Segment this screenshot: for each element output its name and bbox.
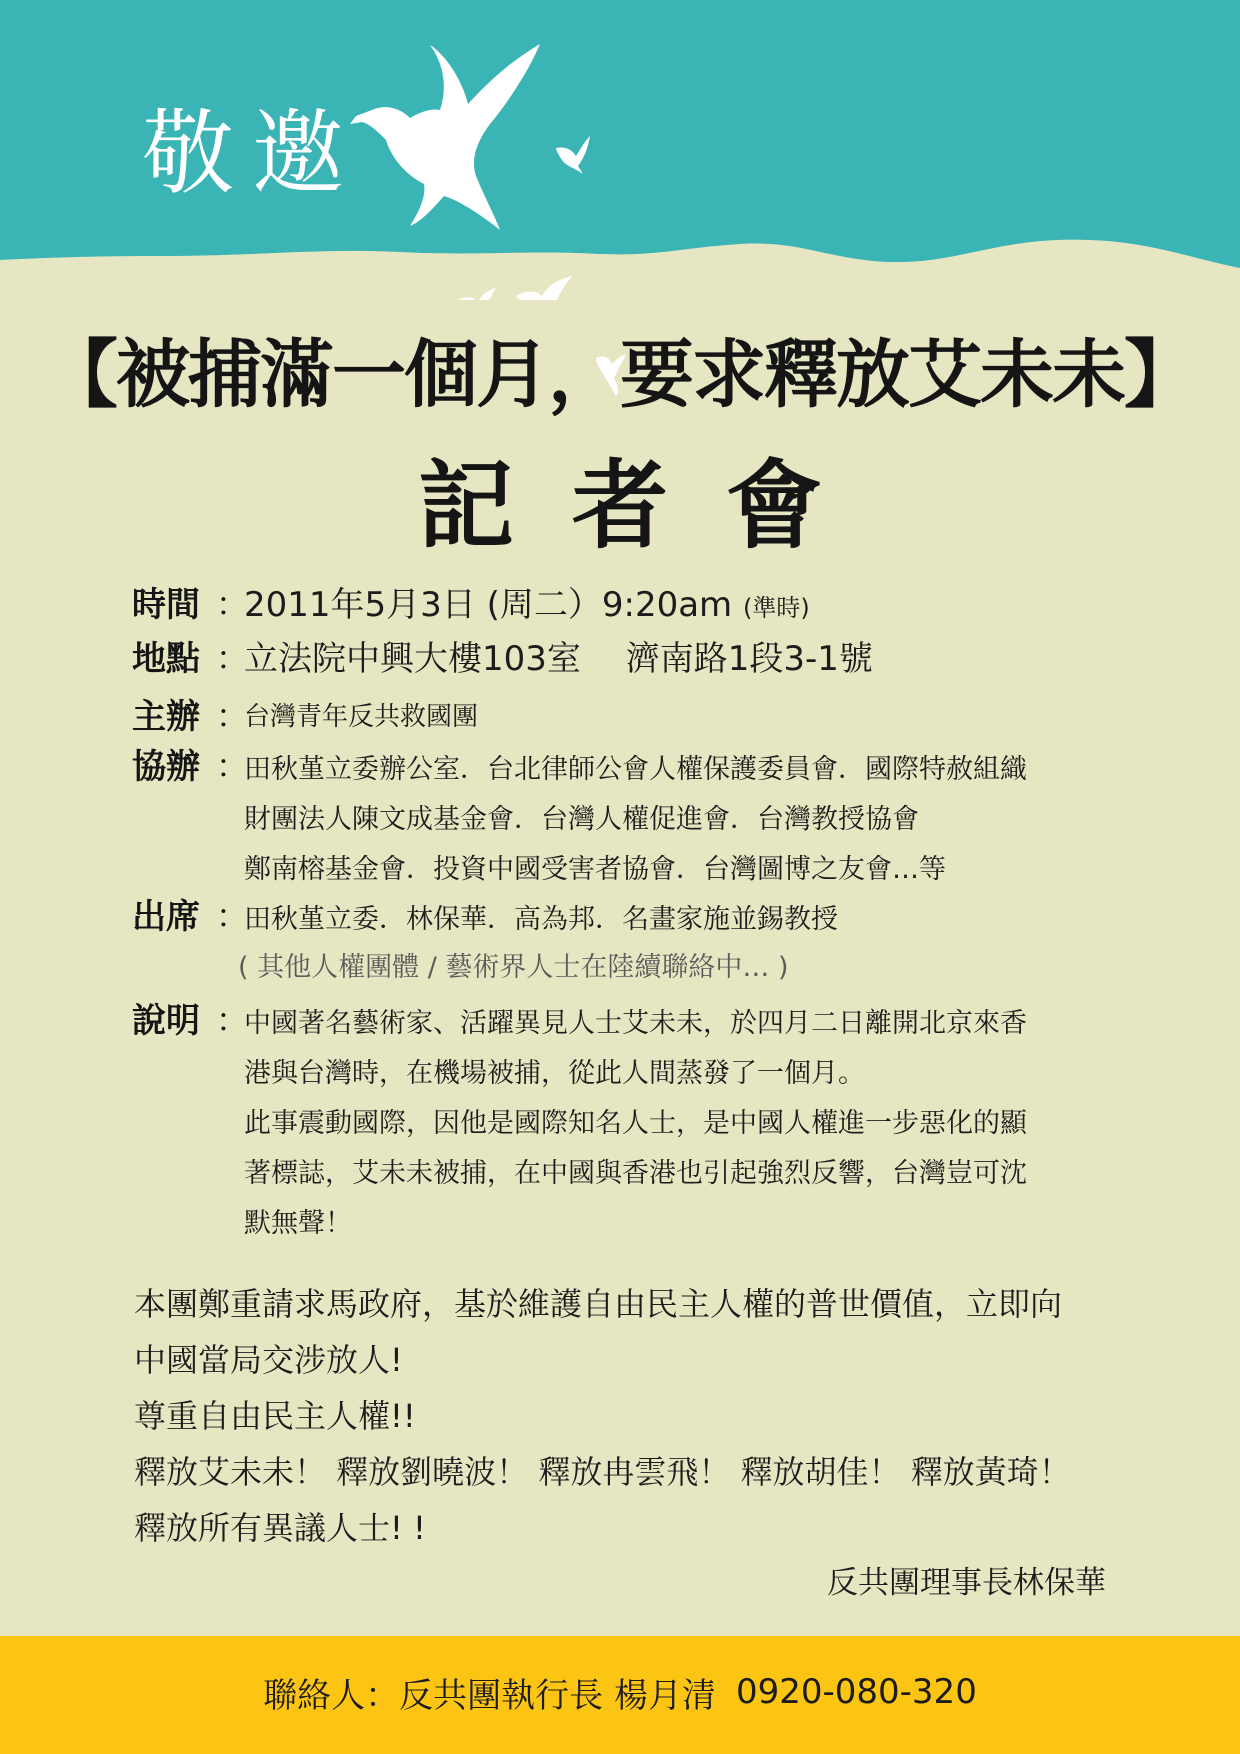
appeal-line: 釋放艾未未！ 釋放劉曉波！ 釋放冉雲飛！ 釋放胡佳！ 釋放黃琦！ xyxy=(134,1453,1071,1491)
appeal-line: 中國當局交涉放人! xyxy=(134,1341,403,1379)
contact-person: 聯絡人：反共團執行長 楊月清 xyxy=(263,1675,716,1716)
time-colon: ： xyxy=(216,585,249,623)
headline: 【被捕滿一個月，要求釋放艾未未】 xyxy=(44,332,1196,418)
description-label: 說明 xyxy=(132,1001,200,1041)
co-organizers-line: 財團法人陳文成基金會．台灣人權促進會．台灣教授協會 xyxy=(244,804,919,835)
appeal-line: 本團鄭重請求馬政府，基於維護自由民主人權的普世價值，立即向 xyxy=(134,1285,1063,1323)
header-banner xyxy=(0,0,1240,300)
description-line: 著標誌，艾未未被捕，在中國與香港也引起強烈反響，台灣豈可沈 xyxy=(244,1158,1027,1189)
description-colon: ： xyxy=(216,1001,249,1039)
attendees-note: ( 其他人權團體 / 藝術界人士在陸續聯絡中… ) xyxy=(238,952,789,983)
invitation-title: 敬邀 xyxy=(142,100,363,207)
place-label: 地點 xyxy=(132,639,200,679)
place-colon: ： xyxy=(216,639,249,677)
description-line: 此事震動國際，因他是國際知名人士，是中國人權進一步惡化的顯 xyxy=(244,1108,1027,1139)
organizer-value: 台灣青年反共救國團 xyxy=(244,702,479,732)
attendees-label: 出席 xyxy=(132,897,200,937)
place-value: 立法院中興大樓103室 濟南路1段3-1號 xyxy=(244,639,873,679)
co-organizers-colon: ： xyxy=(216,747,249,785)
contact-phone: 0920-080-320 xyxy=(735,1672,977,1712)
description-line: 中國著名藝術家、活躍異見人士艾未未，於四月二日離開北京來香 xyxy=(244,1008,1027,1039)
co-organizers-line: 鄭南榕基金會．投資中國受害者協會．台灣圖博之友會…等 xyxy=(244,854,946,885)
description-line: 港與台灣時，在機場被捕，從此人間蒸發了一個月。 xyxy=(244,1058,865,1089)
co-organizers-line: 田秋堇立委辦公室．台北律師公會人權保護委員會．國際特赦組織 xyxy=(244,754,1027,785)
appeal-line: 尊重自由民主人權!! xyxy=(134,1397,416,1435)
time-note: (準時) xyxy=(742,594,810,622)
organizer-colon: ： xyxy=(216,697,249,735)
subhead: 記者會 xyxy=(418,450,880,562)
time-label: 時間 xyxy=(132,585,200,625)
contact-footer xyxy=(0,1636,1240,1754)
dove-flock-icon xyxy=(458,276,572,300)
signature: 反共團理事長林保華 xyxy=(827,1565,1106,1601)
co-organizers-label: 協辦 xyxy=(132,747,200,787)
time-text: 2011年5月3日 (周二）9:20am xyxy=(244,585,733,625)
appeal-line: 釋放所有異議人士! ! xyxy=(134,1509,426,1547)
time-value xyxy=(244,585,810,625)
description-line: 默無聲！ xyxy=(244,1208,352,1239)
organizer-label: 主辦 xyxy=(132,697,200,737)
attendees-colon: ： xyxy=(216,897,249,935)
attendees-value: 田秋堇立委．林保華．高為邦．名畫家施並錫教授 xyxy=(244,904,838,935)
